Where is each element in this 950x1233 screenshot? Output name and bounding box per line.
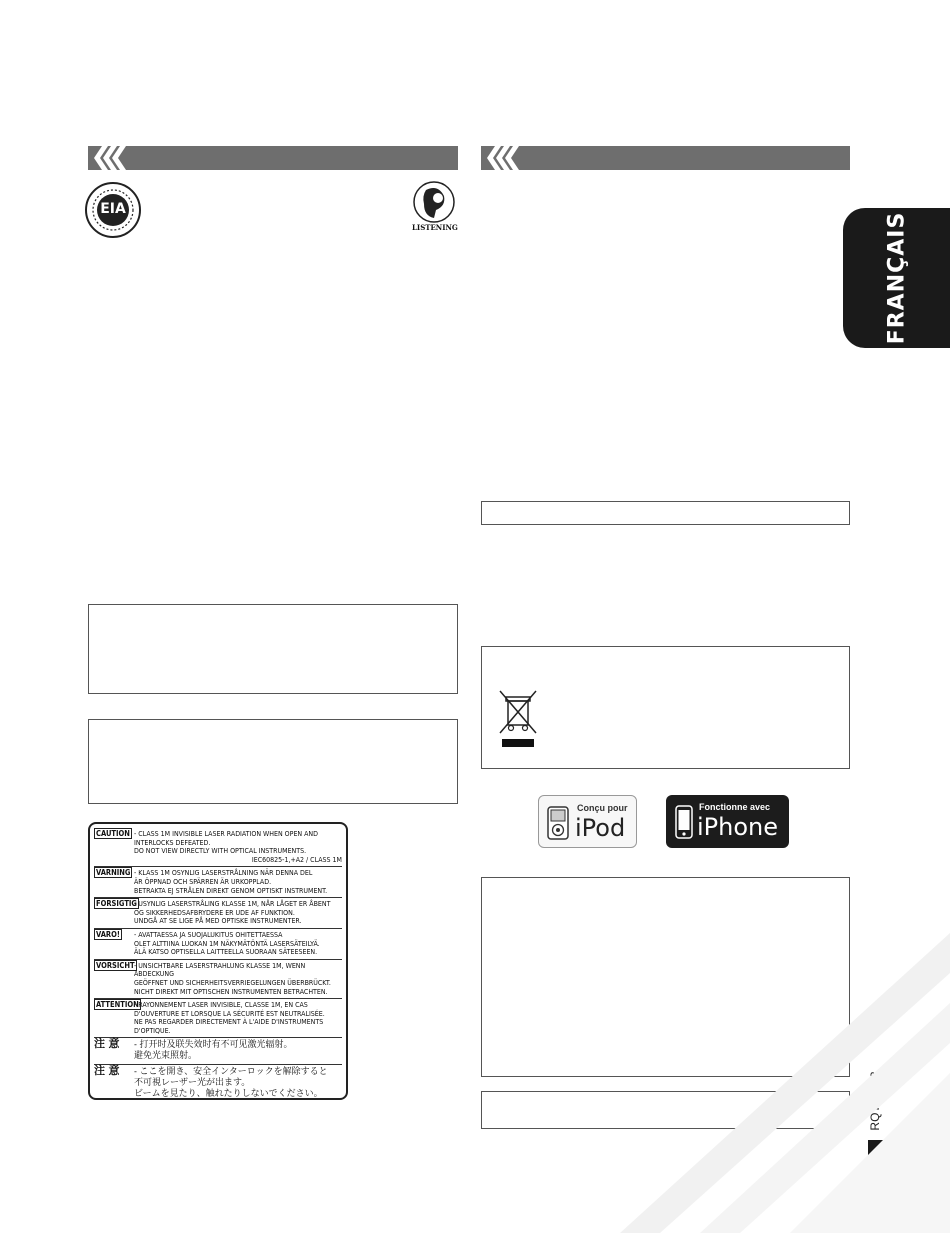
laser-label-text-body: - UNSICHTBARE LASERSTRAHLUNG KLASSE 1M, WENN ABDECKUNG GEÖFFNET UND SICHERHEITSVERRIEGELUNGEN ÜBERBRÜCKT. NICHT DIREKT MIT OPTISCHEN INSTRUMENTEN BETRACHTEN. bbox=[134, 961, 331, 996]
laser-label-note: IEC60825-1,+A2 / CLASS 1M bbox=[251, 855, 342, 864]
iphone-badge-big-text: iPhone bbox=[697, 813, 779, 841]
laser-label-row bbox=[94, 828, 342, 867]
laser-label-row bbox=[94, 929, 342, 960]
listening-logo-text: LISTENING bbox=[412, 223, 458, 232]
laser-label-text bbox=[134, 869, 342, 895]
laser-label-text-body: - USYNLIG LASERSTRÅLING KLASSE 1M, NÅR LÅGET ER ÅBENT OG SIKKERHEDSAFBRYDERE ER UDE AF FUNKTION. UNDGÅ AT SE LIGE PÅ MED OPTISKE INSTRUMENTER. bbox=[134, 900, 331, 926]
laser-label-key bbox=[94, 1064, 134, 1100]
decorative-stripes bbox=[620, 933, 950, 1233]
ipod-badge-small-text: Conçu pour bbox=[577, 803, 628, 813]
laser-label-text-body: - AVATTAESSA JA SUOJALUKITUS OHITETTAESSA OLET ALTTIINA LUOKAN 1M NÄKYMÄTÖNTÄ LASERSÄTEILYÄ. ÄLÄ KATSO OPTISELLA LAITTEELLA SUORAAN SÄTEESEEN. bbox=[134, 930, 320, 957]
laser-label-key-text: VORSICHT bbox=[96, 960, 135, 970]
laser-label-row bbox=[94, 1038, 342, 1065]
laser-label-key-text: VARNING bbox=[96, 868, 131, 878]
laser-label-text bbox=[134, 1001, 342, 1035]
laser-label-key bbox=[94, 931, 134, 957]
laser-label-row bbox=[94, 867, 342, 898]
laser-label-key-text: FORSIGTIG bbox=[96, 899, 137, 909]
laser-label-text-body: - CLASS 1M INVISIBLE LASER RADIATION WHEN OPEN AND INTERLOCKS DEFEATED. DO NOT VIEW DIRECTLY WITH OPTICAL INSTRUMENTS. bbox=[134, 830, 318, 856]
laser-label-key-text: ATTENTION bbox=[96, 1000, 139, 1010]
laser-label-row bbox=[94, 1065, 342, 1102]
section-header-right bbox=[481, 146, 850, 170]
laser-label-key bbox=[94, 1000, 139, 1035]
iphone-badge-small-text: Fonctionne avec bbox=[699, 802, 771, 812]
listening-logo bbox=[412, 180, 457, 238]
laser-warning-label bbox=[88, 822, 348, 1100]
ipod-device-icon bbox=[547, 806, 569, 840]
laser-label-text-body: - ここを開き、安全インターロックを解除すると 不可視レーザー光が出ます。 ビームを見たり、触れたりしないでください。 bbox=[134, 1067, 328, 1100]
laser-label-key bbox=[94, 899, 137, 926]
eia-logo-text: EIA bbox=[100, 201, 126, 217]
iphone-device-icon bbox=[675, 805, 693, 839]
laser-label-text-body: - KLASS 1M OSYNLIG LASERSTRÅLNING NÄR DENNA DEL ÄR ÖPPNAD OCH SPÄRREN ÄR URKOPPLAD. BETRAKTA EJ STRÅLEN DIREKT GENOM OPTISKT INSTRUMENT. bbox=[134, 869, 328, 895]
notice-box-left-1 bbox=[88, 604, 458, 694]
language-tab-label: FRANÇAIS bbox=[884, 211, 909, 345]
laser-label-key bbox=[94, 962, 134, 996]
disposal-notice-box bbox=[481, 646, 850, 769]
laser-label-row bbox=[94, 898, 342, 929]
laser-label-text bbox=[134, 900, 342, 926]
chevron-icon bbox=[485, 146, 525, 170]
laser-label-text bbox=[134, 1040, 342, 1062]
chevron-icon bbox=[92, 146, 132, 170]
language-tab bbox=[843, 208, 950, 348]
works-with-iphone-badge bbox=[666, 795, 789, 848]
laser-label-text bbox=[134, 962, 342, 996]
laser-label-key-text: 注 意 bbox=[94, 1037, 120, 1051]
laser-label-row bbox=[94, 999, 342, 1038]
laser-label-text bbox=[134, 1067, 342, 1100]
laser-label-text bbox=[134, 830, 342, 864]
laser-label-text bbox=[134, 931, 342, 957]
crossed-bin-icon bbox=[496, 687, 540, 749]
laser-label-text-body: - RAYONNEMENT LASER INVISIBLE, CLASSE 1M, EN CAS D'OUVERTURE ET LORSQUE LA SÉCURITÉ EST NEUTRALISÉE. NE PAS REGARDER DIRECTEMENT À L'AIDE D'INSTRUMENTS D'OPTIQUE. bbox=[134, 1001, 325, 1035]
laser-label-key bbox=[94, 830, 134, 864]
eia-logo bbox=[84, 181, 142, 239]
made-for-ipod-badge bbox=[538, 795, 637, 848]
laser-label-text-body: - 打开时及联失效时有不可见激光辐射。 避免光束照射。 bbox=[134, 1040, 293, 1062]
laser-label-key-text: 注 意 bbox=[94, 1064, 120, 1078]
laser-label-row bbox=[94, 960, 342, 999]
laser-label-key-text: VARO! bbox=[96, 929, 120, 939]
ipod-badge-big-text: iPod bbox=[575, 814, 626, 842]
laser-label-key bbox=[94, 1037, 134, 1062]
ear-listening-icon bbox=[412, 180, 457, 224]
laser-label-key-text: CAUTION bbox=[96, 829, 130, 838]
notice-box-right-1 bbox=[481, 501, 850, 525]
laser-label-key bbox=[94, 869, 134, 895]
section-header-left bbox=[88, 146, 458, 170]
notice-box-left-2 bbox=[88, 719, 458, 804]
